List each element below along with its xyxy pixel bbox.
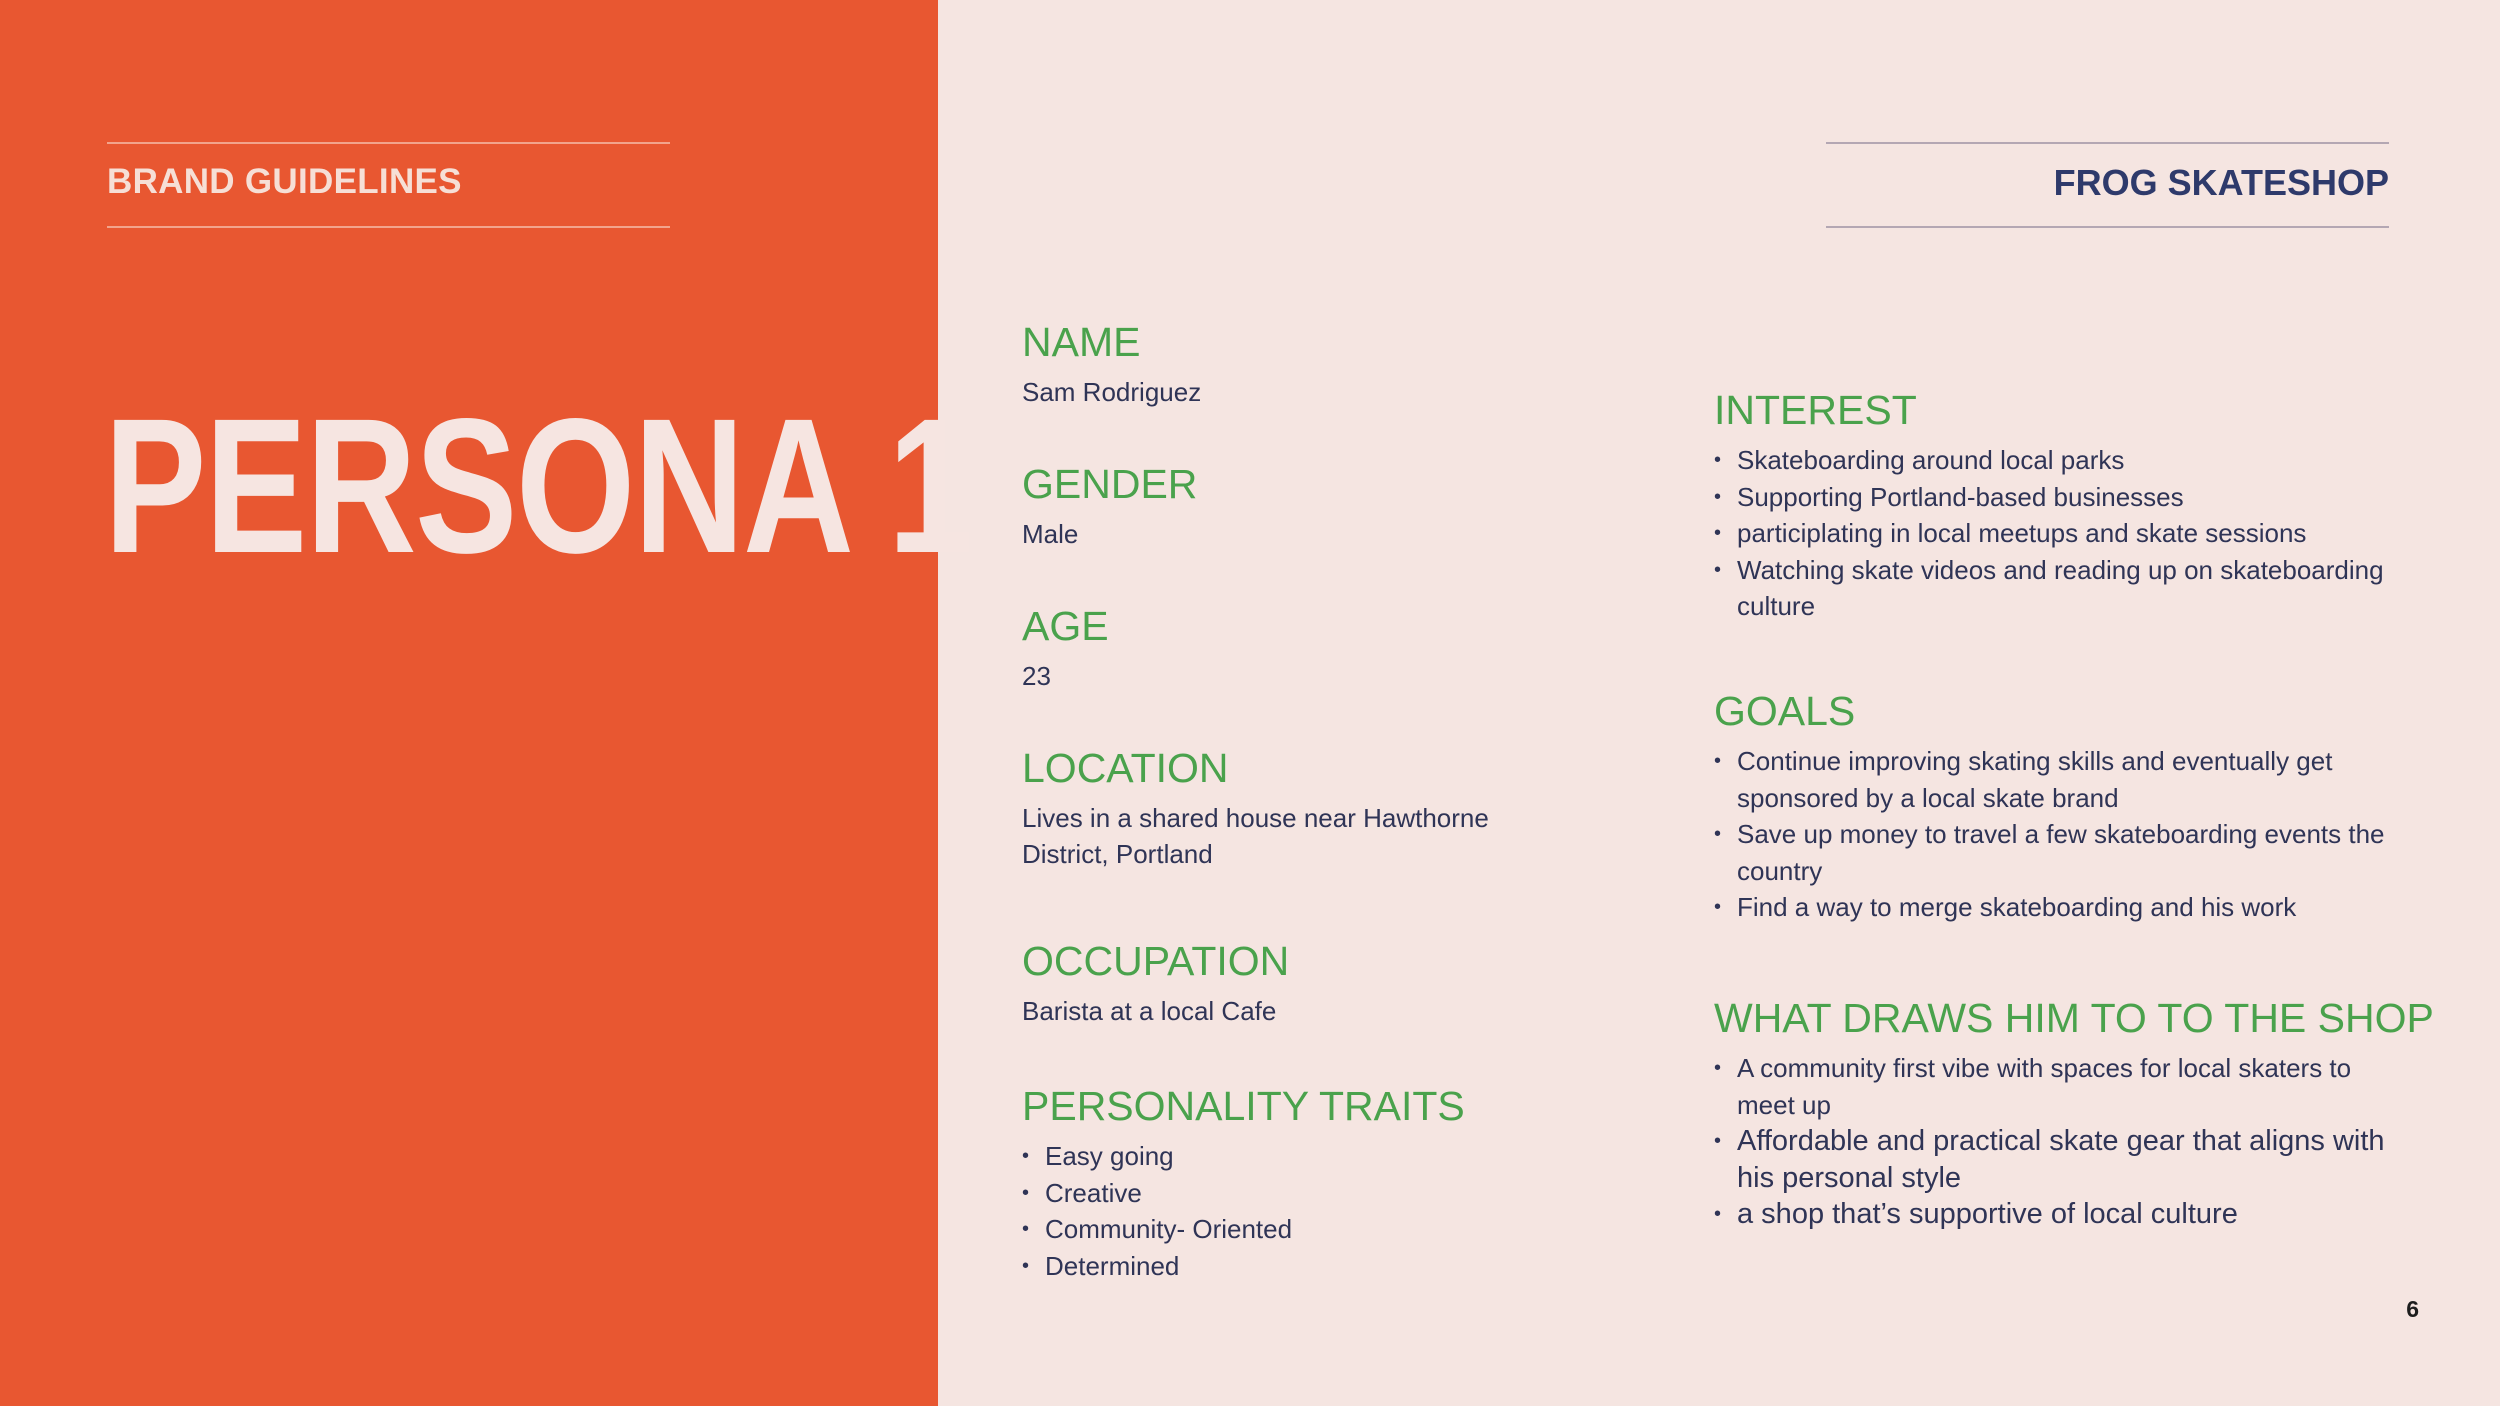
interest-section — [1714, 384, 2414, 625]
list-item: • Supporting Portland-based businesses — [1714, 479, 2414, 516]
list-item: • Save up money to travel a few skateboarding events the country — [1714, 816, 2414, 889]
list-item: • A community first vibe with spaces for local skaters to meet up — [1714, 1050, 2414, 1123]
occupation-value: Barista at a local Cafe — [1022, 996, 1277, 1026]
draws-heading: WHAT DRAWS HIM TO TO THE SHOP — [1714, 995, 2434, 1041]
goals-heading: GOALS — [1714, 688, 1856, 734]
interest-heading: INTEREST — [1714, 387, 1917, 433]
list-item: • Watching skate videos and reading up on skateboarding culture — [1714, 552, 2414, 625]
personality-list — [1022, 1138, 1465, 1284]
goals-list — [1714, 743, 2414, 926]
age-value: 23 — [1022, 661, 1051, 691]
list-item: • a shop that’s supportive of local culture — [1714, 1196, 2414, 1233]
name-value: Sam Rodriguez — [1022, 377, 1202, 407]
age-section — [1022, 600, 1109, 694]
left-color-panel — [0, 0, 972, 1406]
list-item: • Determined — [1022, 1248, 1465, 1285]
location-heading: LOCATION — [1022, 745, 1229, 791]
page-number: 6 — [2406, 1296, 2419, 1322]
interest-list — [1714, 442, 2414, 625]
location-value — [1022, 800, 1489, 872]
gender-heading: GENDER — [1022, 461, 1198, 507]
goals-section — [1714, 685, 2414, 926]
shop-name-label: FROG SKATESHOP — [2053, 162, 2389, 203]
list-item: • Find a way to merge skateboarding and his work — [1714, 889, 2414, 926]
list-item: • Easy going — [1022, 1138, 1465, 1175]
draws-section — [1714, 992, 2434, 1233]
location-section — [1022, 742, 1489, 872]
list-item: • Affordable and practical skate gear that aligns with his personal style — [1714, 1123, 2414, 1196]
left-bottom-divider — [107, 226, 670, 228]
occupation-heading: OCCUPATION — [1022, 938, 1290, 984]
list-item: • Community- Oriented — [1022, 1211, 1465, 1248]
list-item: • Creative — [1022, 1175, 1465, 1212]
brand-guidelines-label: BRAND GUIDELINES — [107, 162, 462, 201]
left-top-divider — [107, 142, 670, 144]
gender-value: Male — [1022, 519, 1079, 549]
name-heading: NAME — [1022, 319, 1141, 365]
personality-section — [1022, 1080, 1465, 1284]
list-item: • Continue improving skating skills and eventually get sponsored by a local skate brand — [1714, 743, 2414, 816]
location-value-line-2: District, Portland — [1022, 839, 1213, 869]
right-top-divider — [1826, 142, 2389, 144]
occupation-section — [1022, 935, 1289, 1029]
list-item: • Skateboarding around local parks — [1714, 442, 2414, 479]
persona-title: PERSONA 1 — [104, 378, 972, 593]
gender-section — [1022, 458, 1197, 552]
right-bottom-divider — [1826, 226, 2389, 228]
list-item: • participlating in local meetups and skate sessions — [1714, 515, 2414, 552]
name-section — [1022, 316, 1201, 410]
personality-heading: PERSONALITY TRAITS — [1022, 1083, 1465, 1129]
age-heading: AGE — [1022, 603, 1109, 649]
draws-list — [1714, 1050, 2414, 1233]
location-value-line-1: Lives in a shared house near Hawthorne — [1022, 803, 1489, 833]
